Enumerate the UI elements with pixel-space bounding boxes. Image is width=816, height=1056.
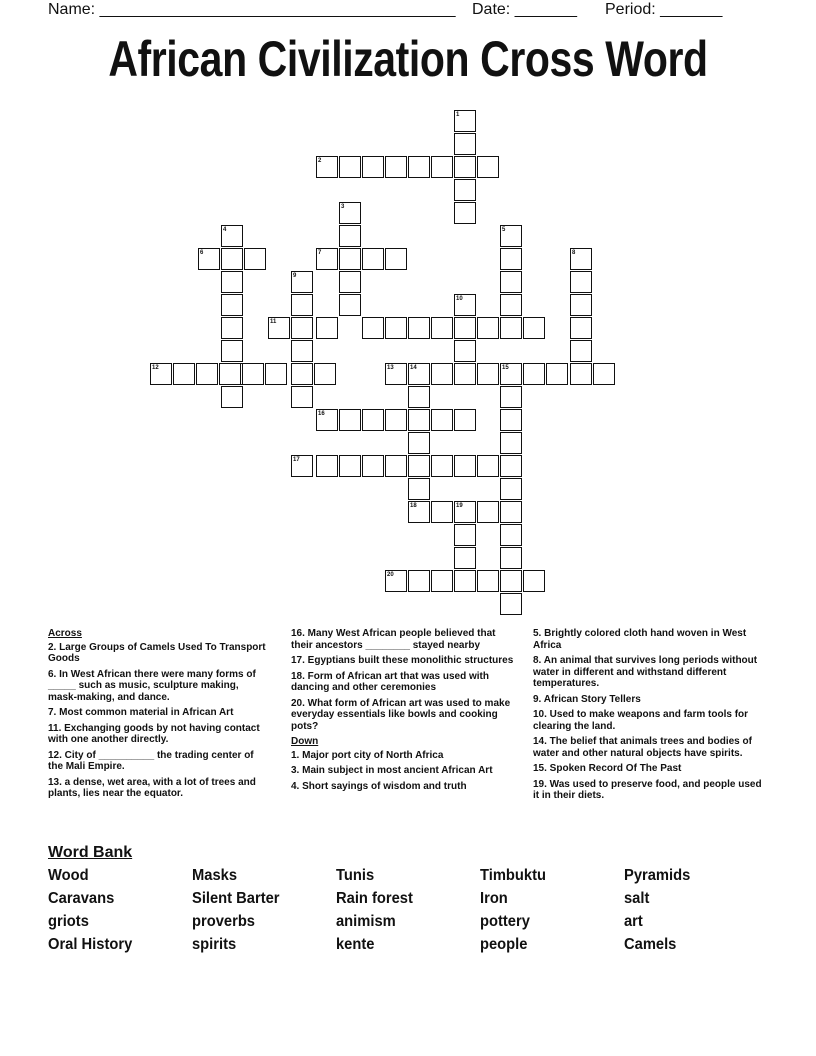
crossword-cell[interactable] xyxy=(454,156,476,178)
clue-across-20: 20. What form of African art was used to make everyday essentials like bowls and cooking pots? xyxy=(291,697,511,732)
crossword-cell[interactable] xyxy=(339,248,361,270)
word-bank-word: Caravans xyxy=(48,890,115,907)
clue-across-2: 2. Large Groups of Camels Used To Transport Goods xyxy=(48,641,266,664)
crossword-cell[interactable] xyxy=(385,409,407,431)
word-bank-word: Timbuktu xyxy=(480,867,546,884)
crossword-cell[interactable] xyxy=(339,455,361,477)
crossword-cell[interactable] xyxy=(500,317,522,339)
clues-column-3 xyxy=(533,628,769,806)
across-heading: Across xyxy=(48,628,82,639)
word-bank-word: proverbs xyxy=(192,913,255,930)
crossword-cell[interactable] xyxy=(291,317,313,339)
crossword-cell[interactable] xyxy=(454,570,476,592)
crossword-cell[interactable] xyxy=(477,455,499,477)
clue-number: 16 xyxy=(318,411,325,417)
crossword-cell[interactable] xyxy=(570,340,592,362)
word-bank-word: salt xyxy=(624,890,650,907)
crossword-cell[interactable] xyxy=(454,317,476,339)
crossword-cell[interactable] xyxy=(570,363,592,385)
clue-down-5: 5. Brightly colored cloth hand woven in West Africa xyxy=(533,628,747,651)
crossword-cell[interactable] xyxy=(339,225,361,247)
clue-down-8: 8. An animal that survives long periods without water in different and withstand different temperatures. xyxy=(533,655,758,689)
clue-across-11: 11. Exchanging goods by not having contact with one another directly. xyxy=(48,722,260,745)
crossword-cell[interactable] xyxy=(385,455,407,477)
crossword-cell[interactable] xyxy=(221,271,243,293)
crossword-cell[interactable] xyxy=(173,363,195,385)
word-bank-word: art xyxy=(624,913,643,930)
crossword-cell[interactable] xyxy=(500,271,522,293)
crossword-cell[interactable] xyxy=(362,156,384,178)
crossword-cell[interactable] xyxy=(408,432,430,454)
word-bank-title: Word Bank xyxy=(48,844,133,861)
crossword-cell[interactable] xyxy=(221,248,243,270)
crossword-cell[interactable] xyxy=(362,248,384,270)
crossword-cell[interactable] xyxy=(546,363,568,385)
word-bank-word: Masks xyxy=(192,867,238,884)
crossword-cell[interactable] xyxy=(477,317,499,339)
crossword-cell[interactable] xyxy=(500,432,522,454)
crossword-cell[interactable] xyxy=(477,501,499,523)
crossword-cell[interactable] xyxy=(408,386,430,408)
date-field-label[interactable]: Date: _______ xyxy=(472,1,577,18)
crossword-cell[interactable] xyxy=(477,570,499,592)
clue-number: 13 xyxy=(387,365,394,371)
crossword-cell[interactable] xyxy=(291,386,313,408)
clue-number: 10 xyxy=(456,296,463,302)
clue-across-18: 18. Form of African art that was used with dancing and other ceremonies xyxy=(291,670,489,693)
crossword-cell[interactable] xyxy=(500,386,522,408)
crossword-cell[interactable] xyxy=(408,455,430,477)
clues-column-1 xyxy=(48,628,270,804)
crossword-cell[interactable] xyxy=(454,363,476,385)
crossword-cell[interactable] xyxy=(385,317,407,339)
crossword-cell[interactable] xyxy=(221,386,243,408)
crossword-cell[interactable] xyxy=(431,363,453,385)
crossword-cell[interactable] xyxy=(431,156,453,178)
crossword-cell[interactable] xyxy=(219,363,241,385)
crossword-cell[interactable] xyxy=(454,455,476,477)
crossword-cell[interactable] xyxy=(454,340,476,362)
crossword-cell[interactable] xyxy=(454,524,476,546)
crossword-cell[interactable] xyxy=(221,340,243,362)
crossword-cell[interactable] xyxy=(291,294,313,316)
crossword-cell[interactable] xyxy=(221,294,243,316)
word-bank-word: people xyxy=(480,936,528,953)
clue-down-3: 3. Main subject in most ancient African Art xyxy=(291,765,493,776)
clue-down-14: 14. The belief that animals trees and bodies of water and other natural objects have spirits. xyxy=(533,736,752,759)
clue-across-12: 12. City of __________ the trading center of the Mali Empire. xyxy=(48,749,254,772)
crossword-cell[interactable] xyxy=(291,340,313,362)
crossword-cell[interactable] xyxy=(244,248,266,270)
crossword-cell[interactable] xyxy=(314,363,336,385)
word-bank-word: Silent Barter xyxy=(192,890,280,907)
crossword-cell[interactable] xyxy=(431,501,453,523)
clue-number: 6 xyxy=(200,250,204,256)
crossword-cell[interactable] xyxy=(454,202,476,224)
crossword-cell[interactable] xyxy=(196,363,218,385)
crossword-cell[interactable] xyxy=(500,248,522,270)
crossword-cell[interactable] xyxy=(408,409,430,431)
clue-down-4: 4. Short sayings of wisdom and truth xyxy=(291,780,467,792)
crossword-cell[interactable] xyxy=(454,133,476,155)
crossword-cell[interactable] xyxy=(316,455,338,477)
word-bank-word: pottery xyxy=(480,913,530,930)
crossword-cell[interactable] xyxy=(500,478,522,500)
clue-across-16: 16. Many West African people believed that their ancestors ________ stayed nearby xyxy=(291,628,496,651)
down-heading: Down xyxy=(291,736,319,747)
clue-number: 1 xyxy=(456,112,460,118)
page-title: African Civilization Cross Word xyxy=(108,31,708,87)
crossword-cell[interactable] xyxy=(408,317,430,339)
crossword-cell[interactable] xyxy=(385,156,407,178)
clue-down-19: 19. Was used to preserve food, and people used it in their diets. xyxy=(533,778,762,801)
clue-number: 14 xyxy=(410,365,417,371)
name-field-label[interactable]: Name: ________________________________________ xyxy=(48,1,456,18)
clue-across-13: 13. a dense, wet area, with a lot of trees and plants, lies near the equator. xyxy=(48,776,256,799)
crossword-cell[interactable] xyxy=(431,455,453,477)
clue-number: 20 xyxy=(387,572,394,578)
crossword-cell[interactable] xyxy=(362,317,384,339)
crossword-cell[interactable] xyxy=(339,156,361,178)
word-bank-word: Oral History xyxy=(48,936,133,953)
crossword-cell[interactable] xyxy=(265,363,287,385)
crossword-cell[interactable] xyxy=(523,317,545,339)
crossword-cell[interactable] xyxy=(221,317,243,339)
crossword-cell[interactable] xyxy=(408,156,430,178)
clue-number: 3 xyxy=(341,204,345,210)
crossword-cell[interactable] xyxy=(362,455,384,477)
clue-number: 11 xyxy=(270,319,277,325)
clue-across-7: 7. Most common material in African Art xyxy=(48,707,234,718)
word-bank-word: Camels xyxy=(624,936,677,953)
crossword-cell[interactable] xyxy=(431,570,453,592)
crossword-cell[interactable] xyxy=(523,570,545,592)
clue-down-1: 1. Major port city of North Africa xyxy=(291,749,444,761)
crossword-cell[interactable] xyxy=(454,409,476,431)
word-bank-word: kente xyxy=(336,936,375,953)
word-bank-word: animism xyxy=(336,913,396,930)
clue-number: 7 xyxy=(318,250,322,256)
crossword-cell[interactable] xyxy=(431,409,453,431)
clue-number: 18 xyxy=(410,503,417,509)
crossword-cell[interactable] xyxy=(570,317,592,339)
word-bank-word: Wood xyxy=(48,867,89,884)
crossword-cell[interactable] xyxy=(570,294,592,316)
crossword-cell[interactable] xyxy=(431,317,453,339)
clue-number: 17 xyxy=(293,457,300,463)
crossword-cell[interactable] xyxy=(570,271,592,293)
word-bank-word: griots xyxy=(48,913,89,930)
period-field-label[interactable]: Period: _______ xyxy=(605,1,723,18)
crossword-cell[interactable] xyxy=(500,524,522,546)
crossword-cell[interactable] xyxy=(291,363,313,385)
clue-down-15: 15. Spoken Record Of The Past xyxy=(533,763,682,774)
crossword-cell[interactable] xyxy=(408,478,430,500)
crossword-cell[interactable] xyxy=(593,363,615,385)
clue-down-9: 9. African Story Tellers xyxy=(533,693,641,705)
clue-number: 19 xyxy=(456,503,463,509)
clues-column-2 xyxy=(291,628,519,796)
crossword-cell[interactable] xyxy=(242,363,264,385)
word-bank-word: Tunis xyxy=(336,867,375,884)
crossword-cell[interactable] xyxy=(500,547,522,569)
crossword-cell[interactable] xyxy=(500,593,522,615)
crossword-cell[interactable] xyxy=(339,294,361,316)
crossword-cell[interactable] xyxy=(339,271,361,293)
crossword-cell[interactable] xyxy=(408,570,430,592)
crossword-cell[interactable] xyxy=(500,570,522,592)
crossword-cell[interactable] xyxy=(454,547,476,569)
crossword-cell[interactable] xyxy=(477,363,499,385)
crossword-cell[interactable] xyxy=(362,409,384,431)
crossword-cell[interactable] xyxy=(523,363,545,385)
word-bank-word: Rain forest xyxy=(336,890,413,907)
crossword-cell[interactable] xyxy=(500,501,522,523)
word-bank-word: Iron xyxy=(480,890,508,907)
crossword-cell[interactable] xyxy=(339,409,361,431)
clue-across-17: 17. Egyptians built these monolithic structures xyxy=(291,655,514,666)
word-bank-word: spirits xyxy=(192,936,237,953)
clue-number: 15 xyxy=(502,365,509,371)
word-bank-word: Pyramids xyxy=(624,867,691,884)
clue-number: 12 xyxy=(152,365,159,371)
clue-number: 8 xyxy=(572,250,576,256)
crossword-cell[interactable] xyxy=(477,156,499,178)
clue-number: 2 xyxy=(318,158,322,164)
crossword-cell[interactable] xyxy=(454,179,476,201)
crossword-cell[interactable] xyxy=(316,317,338,339)
clue-number: 4 xyxy=(223,227,227,233)
crossword-cell[interactable] xyxy=(385,248,407,270)
clue-across-6: 6. In West African there were many forms of _____ such as music, sculpture making, mask-making, and dance. xyxy=(48,668,256,703)
clue-number: 5 xyxy=(502,227,506,233)
clue-number: 9 xyxy=(293,273,297,279)
crossword-cell[interactable] xyxy=(500,455,522,477)
crossword-cell[interactable] xyxy=(500,294,522,316)
clue-down-10: 10. Used to make weapons and farm tools for clearing the land. xyxy=(533,709,749,732)
crossword-cell[interactable] xyxy=(500,409,522,431)
